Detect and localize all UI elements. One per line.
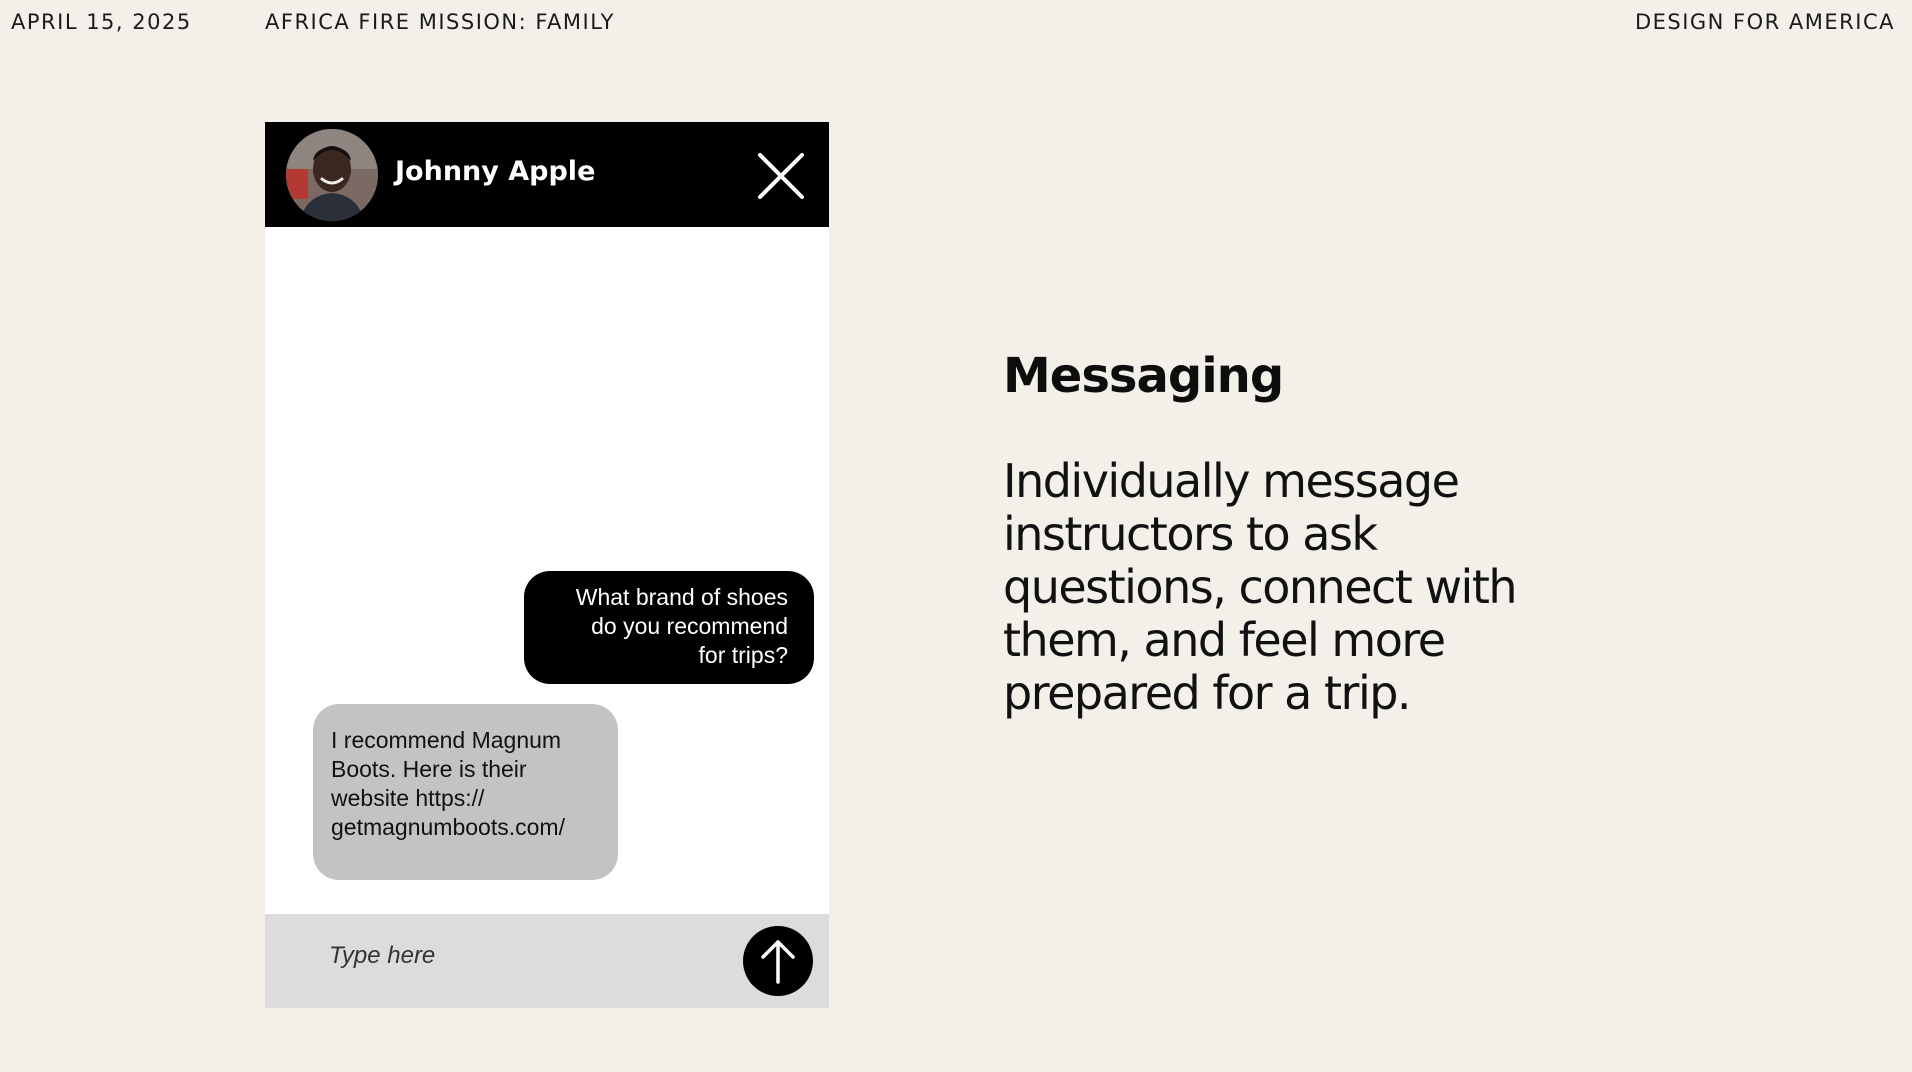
description-line: prepared for a trip. bbox=[1003, 666, 1411, 720]
header-organization: DESIGN FOR AMERICA bbox=[1634, 10, 1895, 34]
contact-name: Johnny Apple bbox=[395, 156, 596, 187]
message-line: I recommend Magnum bbox=[331, 727, 562, 753]
close-button[interactable] bbox=[757, 152, 805, 200]
close-icon bbox=[757, 152, 805, 200]
message-line: website https:// bbox=[331, 785, 485, 811]
message-line: Boots. Here is their bbox=[331, 756, 527, 782]
avatar bbox=[286, 129, 378, 221]
message-composer bbox=[265, 914, 829, 1008]
incoming-message-bubble bbox=[313, 704, 618, 880]
message-input[interactable] bbox=[329, 936, 729, 976]
phone-mockup bbox=[265, 122, 829, 1008]
outgoing-message-bubble bbox=[524, 571, 814, 684]
message-line: for trips? bbox=[698, 642, 788, 668]
message-line: do you recommend bbox=[591, 613, 788, 639]
description-line: them, and feel more bbox=[1003, 613, 1445, 667]
send-button[interactable] bbox=[743, 926, 813, 996]
message-link-line[interactable]: getmagnumboots.com/ bbox=[331, 814, 565, 840]
feature-description bbox=[1003, 455, 1563, 720]
description-line: questions, connect with bbox=[1003, 560, 1517, 614]
message-line: What brand of shoes bbox=[575, 584, 788, 610]
arrow-up-icon bbox=[743, 926, 813, 996]
header-date: APRIL 15, 2025 bbox=[11, 10, 192, 34]
feature-title: Messaging bbox=[1003, 348, 1284, 404]
header-title: AFRICA FIRE MISSION: FAMILY bbox=[265, 10, 615, 34]
description-line: Individually message bbox=[1003, 454, 1459, 508]
person-photo-avatar bbox=[286, 129, 378, 221]
chat-header bbox=[265, 122, 829, 227]
description-line: instructors to ask bbox=[1003, 507, 1377, 561]
